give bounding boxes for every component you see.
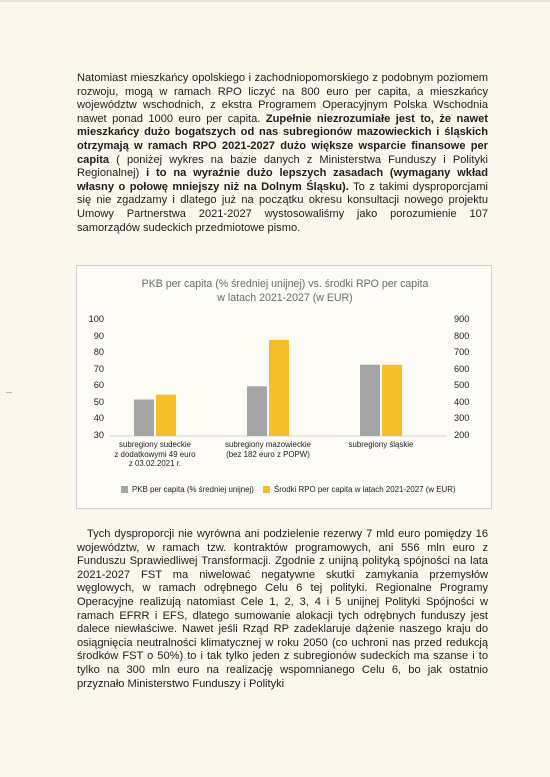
right-axis-tick: 500 [454, 380, 470, 391]
left-axis-tick: 100 [88, 314, 104, 324]
paragraph-intro-e: To z takimi dysproporcjami się nie zgadzamy i dlatego już na początku okresu konsultacji nowego projektu Umowy Partnerstwa 2021-2027 wystosowaliśmy jako porozumienie 107 samorządów sudeckich przedmiotowe pismo. [77, 180, 488, 234]
right-axis-tick: 700 [454, 347, 470, 358]
category-label-line: subregiony śląskie [348, 440, 414, 449]
paragraph-intro-bold-a: Zupełnie niezrozumiałe jest to, że nawet mieszkańcy dużo bogatszych od nas subregionów mazowieckich i śląskich otrzymają w ramach RPO 2021-2027 dużo większe wsparcie finansowe per capita [77, 112, 488, 166]
category-label-line: subregiony mazowieckie [225, 440, 311, 449]
bar-rpo [269, 340, 289, 436]
right-axis-tick: 800 [454, 330, 470, 341]
right-axis-tick: 900 [454, 314, 470, 324]
paragraph-intro-bold-b: i to na wyraźnie dużo lepszych zasadach (wymagany wkład własny o połowę mniejszy niż na Dolnym Śląsku). [77, 167, 489, 193]
legend-item-pkb [121, 485, 254, 494]
left-axis-tick: 60 [93, 380, 104, 391]
category-label-line: (bez 182 euro z POPW) [226, 449, 310, 459]
bar-rpo [382, 365, 402, 436]
left-axis-tick: 80 [93, 347, 104, 358]
page-edge [0, 0, 550, 2]
category-label [100, 440, 210, 469]
right-axis-tick: 200 [454, 430, 470, 440]
paragraph-intro-c: ( poniżej wykres na bazie danych z Ministerstwa Funduszy i Polityki Regionalnej) [77, 153, 488, 180]
right-axis-tick: 400 [454, 396, 470, 407]
legend-swatch [121, 486, 128, 493]
bar-rpo [156, 395, 176, 436]
bar-chart [76, 265, 492, 509]
fold-mark [6, 392, 12, 393]
left-axis-tick: 50 [93, 396, 104, 407]
legend-label: PKB per capita (% średniej unijnej) [132, 485, 254, 494]
category-label-line: z 03.02.2021 r. [128, 459, 182, 469]
legend-item-rpo [263, 485, 456, 494]
paragraph-continuation: Tych dysproporcji nie wyrówna ani podzielenie rezerwy 7 mld euro pomiędzy 16 województw, w ramach tzw. kontraktów programowych, ani 556 mln euro z Funduszu Sprawiedliwej Transformacji. Zgodnie z unijną polityką spójności na lata 2021-2027 FST ma niwelować negatywne skutki zamykania przemysłów węglowych, w ramach odrębnego Celu 6 tej polityki. Regionalne Programy Operacyjne realizują natomiast Cele 1, 2, 3, 4 i 5 unijnej Polityki Spójności w ramach EFRR i EFS, dlatego sumowanie alokacji tych odrębnych funduszy jest dalece niewłaściwe. Nawet jeśli Rząd RP zadeklaruje dążenie naszego kraju do osiągnięcia neutralności klimatycznej w roku 2050 (co uchroni nas przed redukcją środków FST o 50%) to i tak tylko jeden z subregionów sudeckich ma szanse i to tylko na 300 mln euro na realizację wspomnianego Celu 6, bo jak ostatnio przyznało Ministerstwo Funduszy i Polityki [77, 528, 488, 690]
left-axis-tick: 70 [93, 363, 104, 374]
left-axis-tick: 90 [93, 330, 104, 341]
bar-pkb [247, 386, 267, 436]
category-label [213, 440, 323, 459]
right-axis-tick: 300 [454, 413, 470, 424]
right-axis-tick: 600 [454, 363, 470, 374]
paragraph-intro [77, 72, 488, 235]
category-label-line: z dodatkowymi 49 euro [114, 449, 196, 459]
category-label [326, 440, 436, 450]
bar-pkb [360, 365, 380, 436]
left-axis-tick: 40 [93, 413, 104, 424]
paragraph-intro-a: Natomiast mieszkańcy opolskiego i zachodniopomorskiego z podobnym poziomem rozwoju, mogą w ramach RPO liczyć na 800 euro per capita, a mieszkańcy województw wschodnich, z ekstra Programem Operacyjnym Polska Wschodnia nawet ponad 1000 euro per capita. [77, 72, 488, 125]
legend-swatch [263, 486, 270, 493]
category-label-line: subregiony sudeckie [119, 440, 191, 449]
bar-pkb [134, 400, 154, 436]
legend-label: Środki RPO per capita w latach 2021-2027 (w EUR) [274, 485, 456, 494]
left-axis-tick: 30 [93, 430, 104, 440]
chart-subtitle: w latach 2021-2027 (w EUR) [217, 292, 353, 304]
chart-title: PKB per capita (% średniej unijnej) vs. środki RPO per capita [141, 278, 429, 290]
